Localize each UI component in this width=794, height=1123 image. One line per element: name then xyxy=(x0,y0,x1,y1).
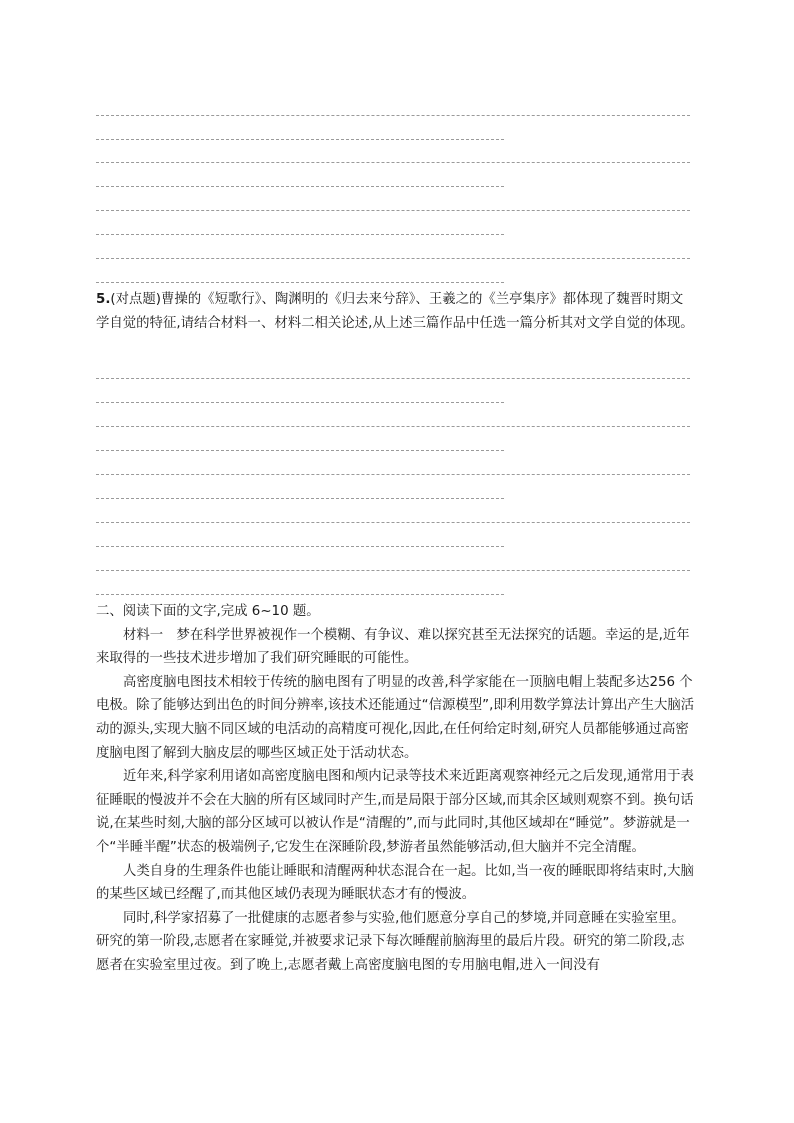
answer-line xyxy=(96,234,504,235)
answer-line xyxy=(96,210,690,211)
question-number: 5. xyxy=(96,292,111,307)
answer-line xyxy=(96,282,504,283)
answer-line xyxy=(96,426,690,427)
answer-line xyxy=(96,474,690,475)
paragraph: 近年来,科学家利用诸如高密度脑电图和颅内记录等技术来近距离观察神经元之后发现,通常用于表征睡眠的慢波并不会在大脑的所有区域同时产生,而是局限于部分区域,而其余区域则观察不到。换句话说,在某些时刻,大脑的部分区域可以被认作是“清醒的”,而与此同时,其他区域却在“睡觉”。梦游就是一个“半睡半醒”状态的极端例子,它发生在深睡阶段,梦游者虽然能够活动,但大脑并不完全清醒。 xyxy=(96,769,694,855)
answer-line xyxy=(96,402,504,403)
question-5-text xyxy=(96,288,696,335)
question-5 xyxy=(96,288,696,335)
answer-line xyxy=(96,594,504,595)
question-body: (对点题)曹操的《短歌行》、陶渊明的《归去来兮辞》、王羲之的《兰亭集序》都体现了魏晋时期文学自觉的特征,请结合材料一、材料二相关论述,从上述三篇作品中任选一篇分析其对文学自觉的体现。 xyxy=(96,292,694,331)
answer-line xyxy=(96,258,690,259)
answer-line xyxy=(96,546,504,547)
paragraph: 材料一 梦在科学世界被视作一个模糊、有争议、难以探究甚至无法探究的话题。幸运的是,近年来取得的一些技术进步增加了我们研究睡眠的可能性。 xyxy=(96,627,690,667)
answer-line xyxy=(96,450,504,451)
paragraph: 高密度脑电图技术相较于传统的脑电图有了明显的改善,科学家能在一顶脑电帽上装配多达256 个电极。除了能够达到出色的时间分辨率,该技术还能通过“信源模型”,即利用数学算法计算出产生大脑活动的源头,实现大脑不同区域的电活动的高精度可视化,因此,在任何给定时刻,研究人员都能够通过高密度脑电图了解到大脑皮层的哪些区域正处于活动状态。 xyxy=(96,674,695,761)
answer-line xyxy=(96,378,690,379)
paragraph: 同时,科学家招募了一批健康的志愿者参与实验,他们愿意分享自己的梦境,并同意睡在实验室里。研究的第一阶段,志愿者在家睡觉,并被要求记录下每次睡醒前脑海里的最后片段。研究的第二阶段,志愿者在实验室里过夜。到了晚上,志愿者戴上高密度脑电图的专用脑电帽,进入一间没有 xyxy=(96,910,685,973)
answer-line xyxy=(96,162,690,163)
answer-line xyxy=(96,139,504,140)
answer-line xyxy=(96,186,504,187)
answer-line xyxy=(96,522,690,523)
answer-line xyxy=(96,115,690,116)
answer-line xyxy=(96,498,504,499)
section-heading: 二、阅读下面的文字,完成 6~10 题。 xyxy=(96,604,320,619)
section-2 xyxy=(96,600,696,978)
paragraph: 人类自身的生理条件也能让睡眠和清醒两种状态混合在一起。比如,当一夜的睡眠即将结束时,大脑的某些区域已经醒了,而其他区域仍表现为睡眠状态才有的慢波。 xyxy=(96,863,694,903)
answer-line xyxy=(96,570,690,571)
